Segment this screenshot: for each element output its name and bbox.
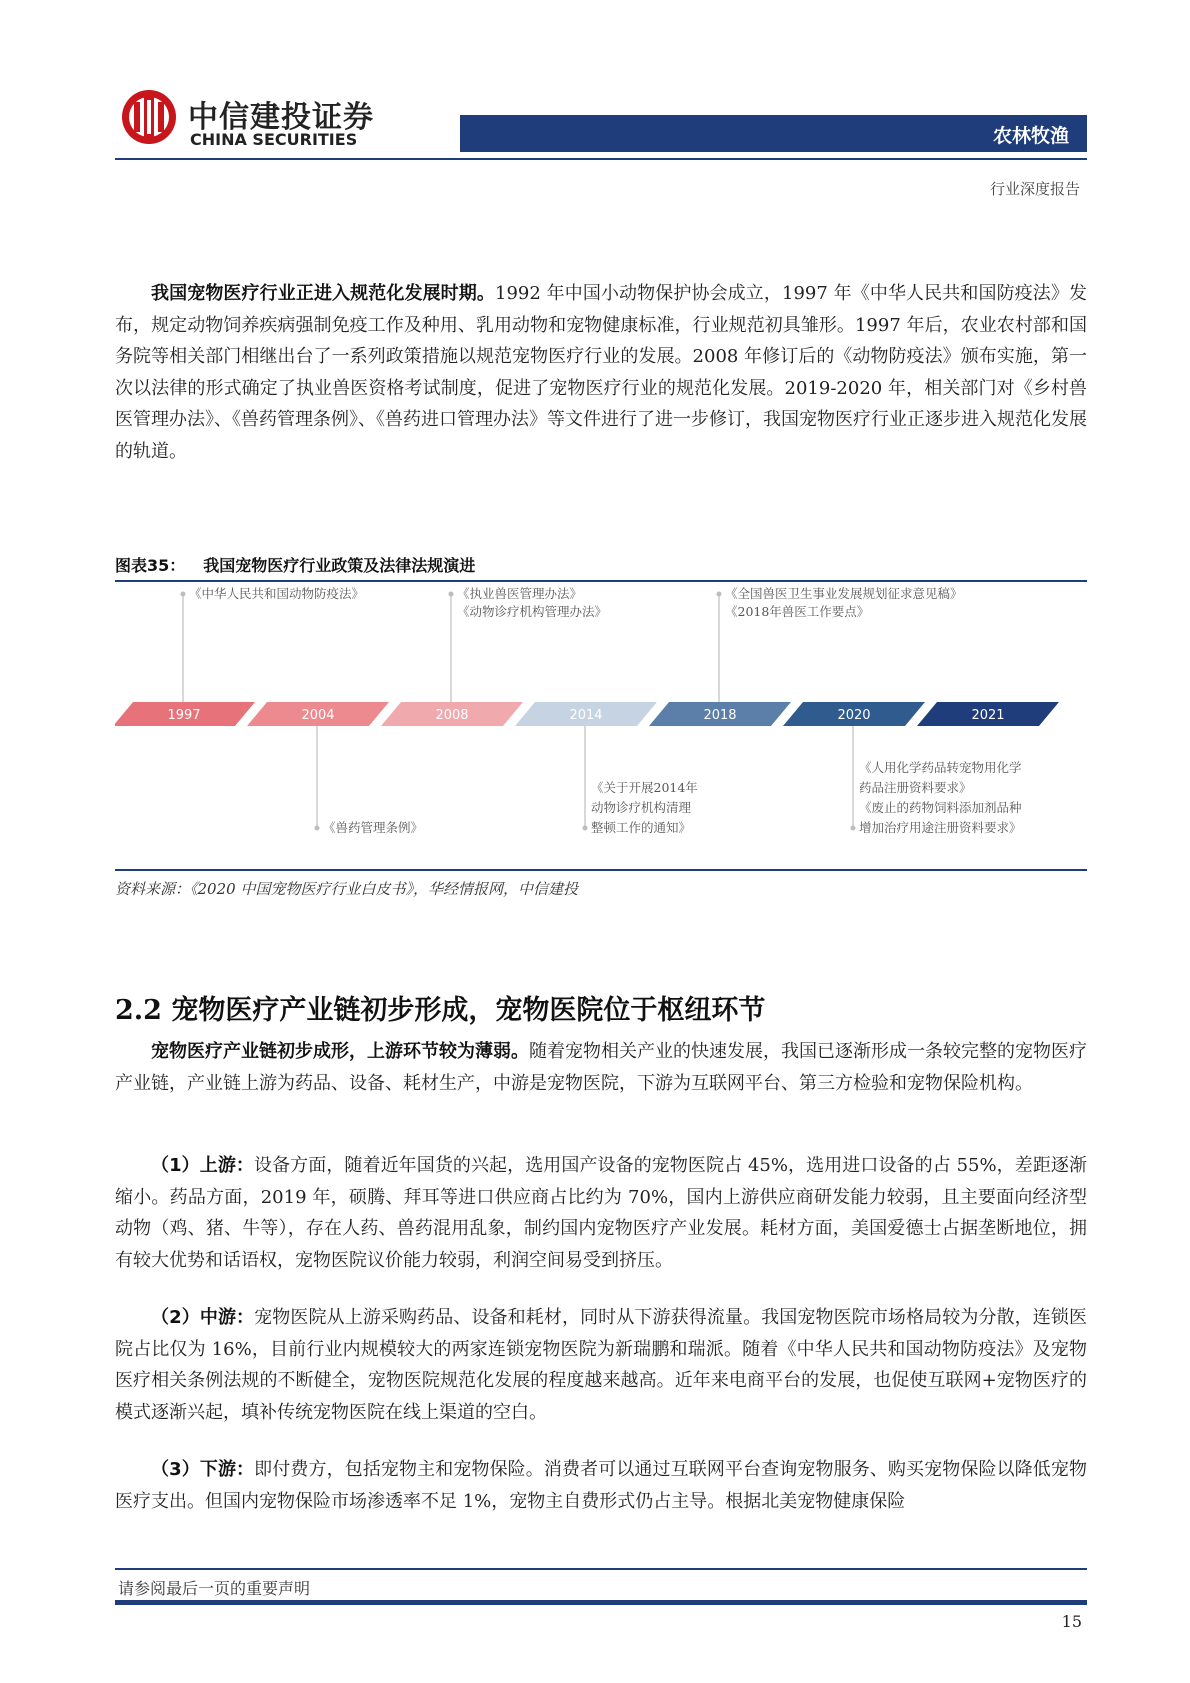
- event-text-2004: 《兽药管理条例》: [323, 820, 424, 835]
- event-dot-1997: [181, 592, 186, 597]
- event-text-2018: 《2018年兽医工作要点》: [725, 604, 870, 619]
- event-text-2008: 《执业兽医管理办法》: [457, 586, 583, 601]
- paragraph-midstream: [115, 1302, 1087, 1428]
- logo: [120, 88, 380, 158]
- figure-source: 资料来源：《2020 中国宠物医疗行业白皮书》，华经情报网，中信建投: [115, 880, 578, 898]
- logo-text-en: CHINA SECURITIES: [190, 130, 358, 149]
- event-text-2020: 药品注册资料要求》: [859, 780, 972, 795]
- event-text-2018: 《全国兽医卫生事业发展规划征求意见稿》: [725, 586, 963, 601]
- event-text-2020: 《人用化学药品转宠物用化学: [859, 760, 1022, 775]
- timeline-year-2008: 2008: [435, 708, 469, 723]
- figure-title: [115, 553, 475, 576]
- event-dot-2014: [583, 826, 588, 831]
- paragraph-lead: 我国宠物医疗行业正进入规范化发展时期。: [151, 283, 495, 304]
- category-banner: [460, 115, 1087, 152]
- footer-rule: [115, 1568, 1087, 1570]
- citic-logo-icon: [120, 88, 178, 146]
- event-text-2014: 《关于开展2014年: [591, 780, 698, 795]
- paragraph-upstream: [115, 1150, 1087, 1276]
- paragraph-downstream: [115, 1454, 1087, 1517]
- figure-caption: 我国宠物医疗行业政策及法律法规演进: [203, 556, 476, 575]
- timeline-year-2018: 2018: [703, 708, 737, 723]
- policy-timeline: [115, 582, 1087, 869]
- logo-text-cn: 中信建投证券: [188, 100, 374, 135]
- page-number: 15: [1061, 1612, 1082, 1631]
- event-text-1997: 《中华人民共和国动物防疫法》: [189, 586, 365, 601]
- paragraph-body: 随着宠物相关产业的快速发展，我国已逐渐形成一条较完整的宠物医疗产业链，产业链上游为药品、设备、耗材生产，中游是宠物医院，下游为互联网平台、第三方检验和宠物保险机构。: [115, 1041, 1087, 1094]
- figure-label: 图表35：: [115, 556, 186, 575]
- paragraph-body: 1992 年中国小动物保护协会成立，1997 年《中华人民共和国防疫法》发布，规定动物饲养疾病强制免疫工作及种用、乳用动物和宠物健康标准，行业规范初具雏形。1997 年后，农业农村部和国务院等相关部门相继出台了一系列政策措施以规范宠物医疗行业的发展。2008 年修订后的《动物防疫法》颁布实施，第一次以法律的形式确定了执业兽医资格考试制度，促进了宠物医疗行业的规范化发展。2019-2020 年，相关部门对《乡村兽医管理办法》、《兽药管理条例》、《兽药进口管理办法》等文件进行了进一步修订，我国宠物医疗行业正逐步进入规范化发展的轨道。: [115, 283, 1087, 462]
- paragraph-lead: （1）上游：: [151, 1155, 255, 1176]
- paragraph-body: 即付费方，包括宠物主和宠物保险。消费者可以通过互联网平台查询宠物服务、购买宠物保险以降低宠物医疗支出。但国内宠物保险市场渗透率不足 1%，宠物主自费形式仍占主导。根据北美宠物健康保险: [115, 1459, 1087, 1512]
- timeline-year-2004: 2004: [301, 708, 335, 723]
- disclaimer-link[interactable]: 请参阅最后一页的重要声明: [118, 1579, 311, 1598]
- paragraph-regulation: [115, 278, 1087, 467]
- footer-bar: [115, 1600, 1087, 1605]
- timeline-year-1997: 1997: [167, 708, 201, 723]
- event-text-2008: 《动物诊疗机构管理办法》: [457, 604, 608, 619]
- timeline-year-2014: 2014: [569, 708, 603, 723]
- paragraph-lead: （3）下游：: [151, 1459, 255, 1480]
- header-divider: [115, 158, 1087, 160]
- paragraph-body: 宠物医院从上游采购药品、设备和耗材，同时从下游获得流量。我国宠物医院市场格局较为分散，连锁医院占比仅为 16%，目前行业内规模较大的两家连锁宠物医院为新瑞鹏和瑞派。随着《中华人民共和国动物防疫法》及宠物医疗相关条例法规的不断健全，宠物医院规范化发展的程度越来越高。近年来电商平台的发展，也促使互联网+宠物医疗的模式逐渐兴起，填补传统宠物医院在线上渠道的空白。: [115, 1307, 1087, 1423]
- paragraph-body: 设备方面，随着近年国货的兴起，选用国产设备的宠物医院占 45%，选用进口设备的占 55%，差距逐渐缩小。药品方面，2019 年，硕腾、拜耳等进口供应商占比约为 70%，国内上游供应商研发能力较弱，且主要面向经济型动物（鸡、猪、牛等），存在人药、兽药混用乱象，制约国内宠物医疗产业发展。耗材方面，美国爱德士占据垄断地位，拥有较大优势和话语权，宠物医院议价能力较弱，利润空间易受到挤压。: [115, 1155, 1087, 1271]
- event-text-2020: 《废止的药物饲料添加剂品种: [859, 800, 1022, 815]
- event-text-2014: 整顿工作的通知》: [591, 820, 692, 835]
- event-text-2014: 动物诊疗机构清理: [591, 800, 692, 815]
- paragraph-lead: 宠物医疗产业链初步成形，上游环节较为薄弱。: [151, 1041, 529, 1062]
- figure-bottom-rule: [115, 869, 1087, 871]
- section-heading: 2.2 宠物医疗产业链初步形成，宠物医院位于枢纽环节: [115, 995, 766, 1026]
- category-label: 农林牧渔: [992, 125, 1069, 147]
- paragraph-industry-chain: [115, 1036, 1087, 1099]
- paragraph-lead: （2）中游：: [151, 1307, 255, 1328]
- event-dot-2020: [851, 826, 856, 831]
- event-dot-2004: [315, 826, 320, 831]
- report-type: 行业深度报告: [989, 180, 1080, 198]
- timeline-year-2020: 2020: [837, 708, 871, 723]
- event-text-2020: 增加治疗用途注册资料要求》: [859, 820, 1022, 835]
- timeline-year-2021: 2021: [971, 708, 1005, 723]
- event-dot-2018: [717, 592, 722, 597]
- event-dot-2008: [449, 592, 454, 597]
